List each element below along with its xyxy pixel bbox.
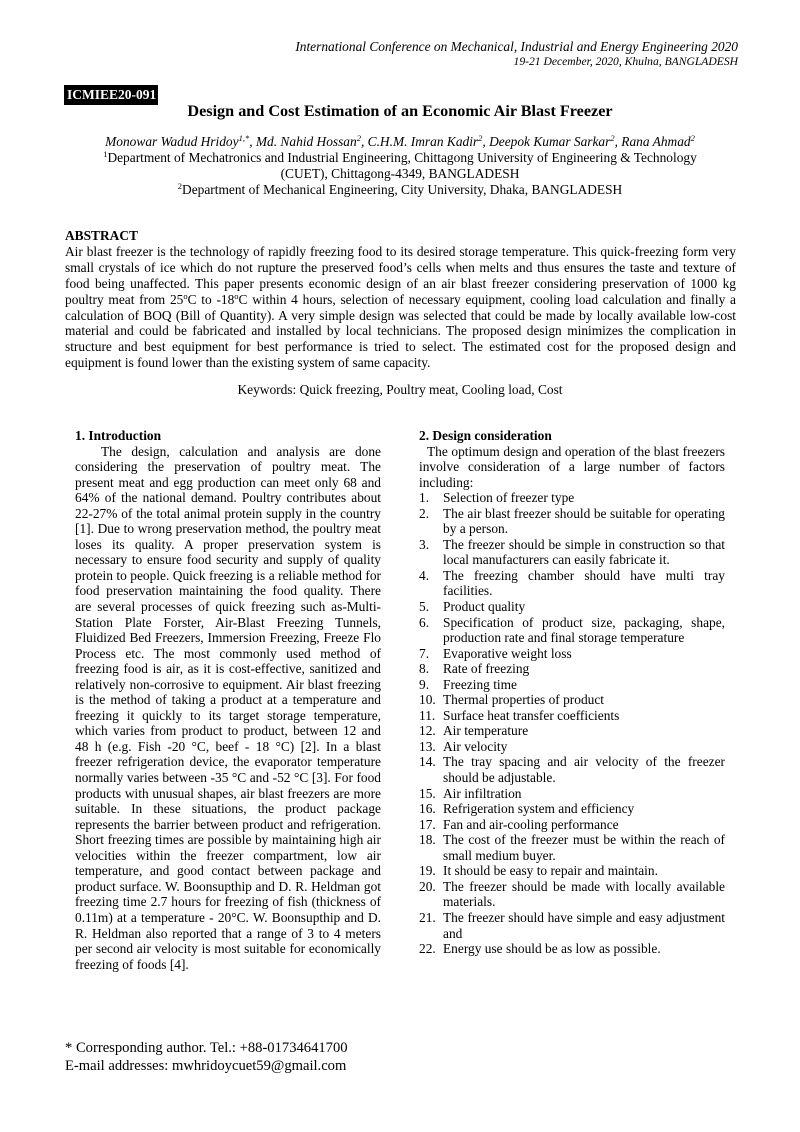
design-factor-list [419,490,725,956]
paper-title: Design and Cost Estimation of an Economic Air Blast Freezer [187,102,613,120]
list-item-number: 22. [419,941,436,957]
list-item-text: Surface heat transfer coefficients [443,707,620,723]
list-item [419,941,725,957]
list-item-text: Evaporative weight loss [443,645,572,661]
list-item-number: 15. [419,785,436,801]
author-affiliation-mark: 2 [610,133,615,143]
list-item-text: The freezer should have simple and easy adjustment and [443,909,725,941]
affiliation-text: Department of Mechanical Engineering, City University, Dhaka, BANGLADESH [182,182,623,197]
author-name: Deepok Kumar Sarkar [489,134,611,149]
list-item [419,817,725,833]
degree-mark: o [234,290,239,301]
author-affiliation-mark: 2 [356,133,361,143]
list-item [419,910,725,941]
list-item [419,692,725,708]
footnote [65,1039,348,1075]
list-item-text: Rate of freezing [443,661,530,677]
abstract-heading: ABSTRACT [65,228,138,243]
list-item-text: The cost of the freezer must be within the reach of small medium buyer. [443,832,725,863]
conference-name: International Conference on Mechanical, Industrial and Energy Engineering 2020 [295,39,738,54]
list-item [419,677,725,693]
author-affiliation-mark: 2 [690,133,695,143]
introduction-section [75,428,381,972]
list-item-text: Selection of freezer type [443,490,575,506]
list-item [419,506,725,537]
design-consideration-section [419,428,725,957]
list-item-number: 2. [419,505,430,521]
list-item [419,754,725,785]
list-item [419,739,725,755]
list-item-number: 19. [419,863,436,879]
section-heading: 2. Design consideration [419,428,552,443]
list-item [419,490,725,506]
author-affiliation-mark: 1,* [238,133,250,143]
list-item [419,615,725,646]
list-item-text: The freezing chamber should have multi tray facilities. [443,567,725,599]
list-item-text: The tray spacing and air velocity of the freezer should be adjustable. [443,754,725,786]
list-item-text: Air velocity [443,738,508,754]
paper-id-badge: ICMIEE20-091 [64,85,158,105]
list-item [419,832,725,863]
list-item [419,568,725,599]
list-item-number: 9. [419,676,430,692]
list-item [419,879,725,910]
list-item-text: Freezing time [443,676,517,692]
list-item-text: It should be easy to repair and maintain. [443,863,658,879]
list-item [419,537,725,568]
author-name: Rana Ahmad [621,134,691,149]
list-item [419,723,725,739]
section-heading: 1. Introduction [75,428,162,443]
conference-header [295,38,738,69]
author-affiliation-mark: 2 [478,133,483,143]
list-item-number: 10. [419,692,436,708]
list-item-number: 12. [419,723,436,739]
list-item-text: Specification of product size, packaging, shape, production rate and final storage temperature [443,614,725,646]
list-item [419,801,725,817]
author-name: C.H.M. Imran Kadir [367,134,479,149]
introduction-text: The design, calculation and analysis are done considering the preservation of poultry meat. The present meat and egg production can meet only 68 and 64% of the national demand. Poultry contributes about 22-27% of the total animal protein supply in the country [1]. Due to wrong preservation method, the poultry meat loses its quality. A proper preservation system is necessary to ensure food security and supply of quality protein to people. Quick freezing is a reliable method for food preservation maintaining the food quality. There are several processes of quick freezing such as-Multi-Station Plate Forster, Air-Blast Freezing Tunnels, Fluidized Bed Freezers, Immersion Freezing, Freeze Flo Process etc. The most commonly used method of freezing food is air, as it is cost-effective, sanitized and relatively non-corrosive to equipment. Air blast freezing is the method of taking a product at a temperature and freezing it quickly to its target storage temperature, which varies from product to product, between 12 and 48 h (e.g. Fish -20 °C, beef - 18 °C) [2]. In a blast freezer refrigeration device, the evaporator temperature normally varies between -35 °C and -52 °C [3]. For food products with unusual shapes, air blast freezers are more suitable. In these situations, the product package represents the barrier between product and refrigeration. Short freezing times are possible by maintaining high air velocities within the freezer compartment, low air temperature, and good contact between package and product surface. W. Boonsupthip and D. R. Heldman got freezing time 2.7 hours for freezing of fish (thickness of 0.11m) at a temperature - 20°C. W. Boonsupthip and D. R. Heldman also reported that a range of 3 to 4 meters per second air velocity is most suitable for economically freezing of foods [4]. [75,443,381,972]
keywords: Keywords: Quick freezing, Poultry meat, Cooling load, Cost [237,382,563,397]
abstract-section [65,228,736,371]
affiliations [80,150,720,198]
list-item [419,599,725,615]
list-item-number: 20. [419,878,436,894]
list-item-text: The freezer should be made with locally available materials. [443,878,725,910]
list-item-number: 11. [419,707,436,723]
list-item [419,863,725,879]
affiliation-mark: 2 [177,181,183,191]
list-item-text: The freezer should be simple in construction so that local manufacturers can easily fabricate it. [443,536,725,568]
conference-dates: 19-21 December, 2020, Khulna, BANGLADESH [513,55,738,68]
author-name: Monowar Wadud Hridoy [105,134,239,149]
list-item [419,708,725,724]
abstract-text: Air blast freezer is the technology of rapidly freezing food to its desired storage temperature. This quick-freezing form very small crystals of ice which do not rupture the preserved food’s cells when melts and thus ensures the taste and texture of food being unaffected. This paper presents economic design of an air blast freezer considering preservation of 1000 kg poultry meat from 25$^o$C to -18$^o$C within 4 hours, selection of necessary equipment, cooling load calculation and finally a calculation of BOQ (Bill of Quantity). A very simple design was selected that could be made by locally available low-cost material and could be fabricated and installed by local technicians. The proposed design minimizes the complication in structure and best equipment for best performance is tried to select. The estimated cost for the proposed design and equipment is found lower than the existing system of same capacity. [65,243,736,371]
list-item-number: 16. [419,801,436,817]
list-item-text: Refrigeration system and efficiency [443,801,635,817]
list-item-number: 18. [419,832,436,848]
affiliation-mark: 1 [103,149,108,159]
list-item [419,661,725,677]
list-item-text: Air temperature [443,723,529,739]
list-item-text: Product quality [443,599,526,615]
list-item-number: 3. [419,536,430,552]
corresponding-author: * Corresponding author. Tel.: +88-01734641700 [65,1040,348,1056]
list-item-number: 4. [419,567,430,583]
design-lead-text: The optimum design and operation of the blast freezers involve consideration of a large number of factors including: [419,443,725,490]
list-item-text: Thermal properties of product [443,692,605,708]
author-list: Monowar Wadud Hridoy$^{1,*}$, Md. Nahid Hossan$^2$, C.H.M. Imran Kadir$^2$, Deepok Kumar Sarkar$^2$, Rana Ahmad$^2$ [105,133,695,149]
email-addresses: E-mail addresses: mwhridoycuet59@gmail.com [65,1058,347,1074]
list-item-text: Fan and air-cooling performance [443,816,619,832]
affiliation-text: Department of Mechatronics and Industrial Engineering, Chittagong University of Engineering & Technology (CUET), Chittagong-4349, BANGLADESH [107,150,697,181]
list-item-number: 6. [419,614,430,630]
list-item-text: Energy use should be as low as possible. [443,941,661,957]
list-item-number: 17. [419,816,436,832]
list-item-number: 5. [419,599,430,615]
list-item [419,646,725,662]
affiliation [80,182,720,198]
list-item [419,786,725,802]
list-item-text: Air infiltration [443,785,522,801]
degree-mark: o [183,290,188,301]
list-item-number: 21. [419,909,436,925]
list-item-number: 14. [419,754,436,770]
affiliation [80,150,720,182]
list-item-number: 1. [419,490,430,506]
author-name: Md. Nahid Hossan [255,134,357,149]
list-item-number: 8. [419,661,430,677]
list-item-number: 7. [419,645,430,661]
list-item-text: The air blast freezer should be suitable for operating by a person. [443,505,725,537]
list-item-number: 13. [419,738,436,754]
